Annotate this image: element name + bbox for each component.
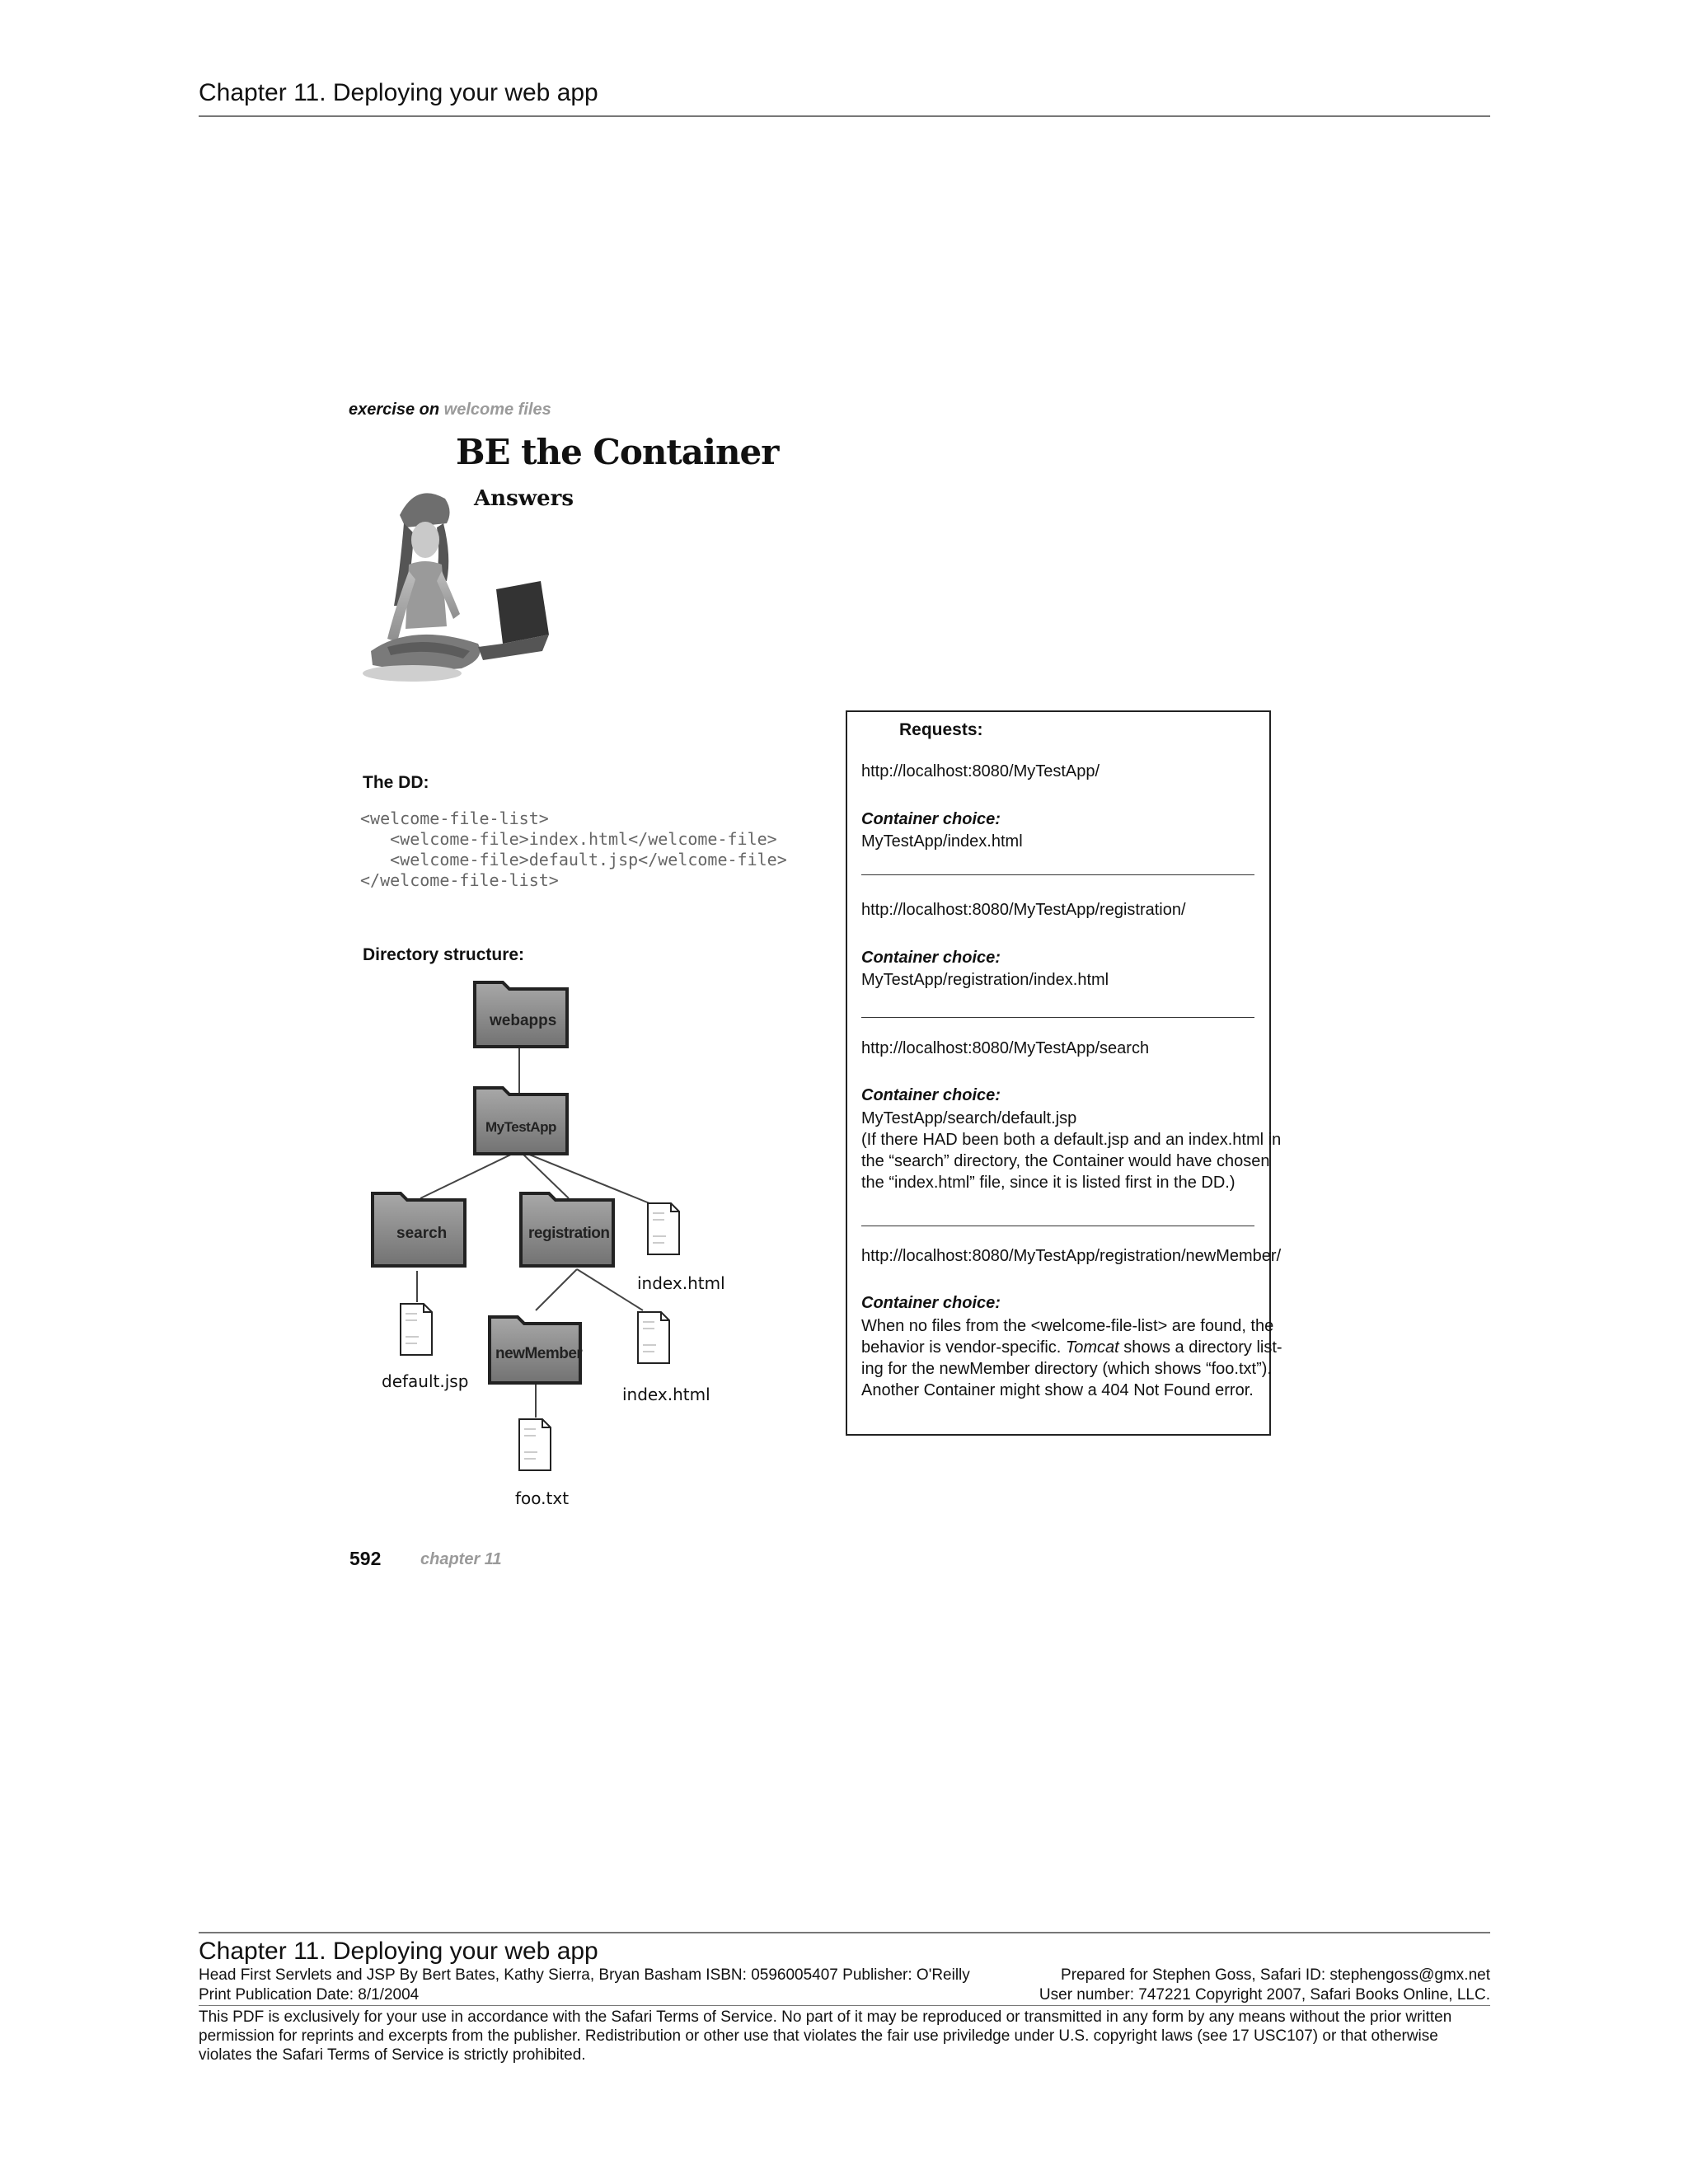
answer-line: (If there HAD been both a default.jsp and an index.html in bbox=[861, 1131, 1282, 1149]
footer-user-number: User number: 747221 Copyright 2007, Safari Books Online, LLC. bbox=[1039, 1986, 1490, 2004]
container-choice-label: Container choice: bbox=[861, 810, 1001, 828]
answer-line: the “index.html” file, since it is listed first in the DD.) bbox=[861, 1174, 1236, 1192]
footer-top-rule bbox=[199, 1932, 1490, 1933]
page-chapter-label: chapter 11 bbox=[420, 1550, 502, 1568]
answer-text: behavior is vendor-specific. bbox=[861, 1338, 1066, 1357]
dd-title: The DD: bbox=[363, 773, 429, 792]
dd-code-line: <welcome-file>index.html</welcome-file> bbox=[360, 829, 777, 849]
footer-bottom-rule bbox=[199, 2005, 1490, 2006]
answer-line: MyTestApp/search/default.jsp bbox=[861, 1109, 1077, 1127]
file-caption-default-jsp: default.jsp bbox=[382, 1371, 469, 1391]
page-number: 592 bbox=[349, 1548, 382, 1569]
container-choice-answer: MyTestApp/registration/index.html bbox=[861, 971, 1109, 989]
file-icon-foo-txt bbox=[519, 1419, 551, 1470]
dd-code-line: </welcome-file-list> bbox=[360, 870, 559, 890]
file-caption-foo-txt: foo.txt bbox=[515, 1488, 570, 1508]
exercise-tag-bold: exercise on bbox=[349, 401, 440, 419]
container-choice-label: Container choice: bbox=[861, 949, 1001, 967]
folder-label-registration: registration bbox=[528, 1225, 610, 1242]
exercise-tag bbox=[349, 401, 551, 419]
answer-line: When no files from the <welcome-file-list> are found, the bbox=[861, 1317, 1274, 1335]
requests-title: Requests: bbox=[899, 720, 983, 739]
answer-emphasis: Tomcat bbox=[1065, 1338, 1119, 1357]
exercise-subtitle: Answers bbox=[474, 486, 574, 511]
file-caption-index-top: index.html bbox=[637, 1273, 725, 1293]
meditating-woman-illustration bbox=[354, 482, 552, 701]
answer-line: the “search” directory, the Container would have chosen bbox=[861, 1152, 1270, 1170]
file-icon-default-jsp bbox=[401, 1304, 432, 1355]
container-choice-answer: MyTestApp/index.html bbox=[861, 832, 1023, 851]
container-choice-answer bbox=[861, 1108, 1281, 1193]
dd-code-block bbox=[360, 808, 787, 891]
chapter-header: Chapter 11. Deploying your web app bbox=[199, 79, 598, 106]
answer-line: Another Container might show a 404 Not Found error. bbox=[861, 1381, 1254, 1399]
answer-text: shows a directory list- bbox=[1118, 1338, 1282, 1357]
footer-publication-date: Print Publication Date: 8/1/2004 bbox=[199, 1986, 420, 2004]
footer-book-info: Head First Servlets and JSP By Bert Bates, Kathy Sierra, Bryan Basham ISBN: 0596005407 Publisher: O'Reilly bbox=[199, 1966, 970, 1984]
file-icon-index-top bbox=[648, 1203, 679, 1254]
folder-label-mytestapp: MyTestApp bbox=[485, 1119, 556, 1135]
dd-code-line: <welcome-file>default.jsp</welcome-file> bbox=[360, 850, 787, 869]
footer-chapter-title: Chapter 11. Deploying your web app bbox=[199, 1938, 598, 1965]
folder-label-newmember: newMember bbox=[495, 1345, 583, 1362]
file-icon-index-registration bbox=[638, 1312, 669, 1363]
file-caption-index-registration: index.html bbox=[622, 1385, 710, 1404]
answer-line: ing for the newMember directory (which shows “foo.txt”). bbox=[861, 1360, 1272, 1378]
container-choice-label: Container choice: bbox=[861, 1086, 1001, 1104]
footer-terms: This PDF is exclusively for your use in accordance with the Safari Terms of Service. No part of it may be reproduced or transmitted in any form by any means without the prior written permission for reprints and excerpts from the publisher. Redistribution or other use that violates the fair use priviledge under U.S. copyright laws (see 17 USC107) or that otherwise violates the Safari Terms of Service is strictly prohibited. bbox=[199, 2008, 1452, 2064]
request-url: http://localhost:8080/MyTestApp/registration/newMember/ bbox=[861, 1247, 1282, 1265]
footer-prepared-for: Prepared for Stephen Goss, Safari ID: stephengoss@gmx.net bbox=[1061, 1966, 1490, 1984]
request-url: http://localhost:8080/MyTestApp/ bbox=[861, 762, 1100, 780]
container-choice-answer bbox=[861, 1315, 1282, 1401]
request-separator bbox=[861, 1017, 1254, 1018]
header-rule bbox=[199, 115, 1490, 117]
answer-line bbox=[861, 1337, 1282, 1358]
directory-title: Directory structure: bbox=[363, 945, 525, 964]
folder-label-webapps: webapps bbox=[490, 1012, 557, 1029]
request-url: http://localhost:8080/MyTestApp/registration/ bbox=[861, 901, 1186, 919]
exercise-title: BE the Container bbox=[456, 432, 779, 472]
request-separator bbox=[861, 874, 1254, 875]
exercise-tag-topic: welcome files bbox=[443, 401, 551, 419]
dd-code-line: <welcome-file-list> bbox=[360, 808, 549, 828]
folder-label-search: search bbox=[396, 1225, 448, 1242]
container-choice-label: Container choice: bbox=[861, 1294, 1001, 1312]
request-url: http://localhost:8080/MyTestApp/search bbox=[861, 1039, 1150, 1057]
